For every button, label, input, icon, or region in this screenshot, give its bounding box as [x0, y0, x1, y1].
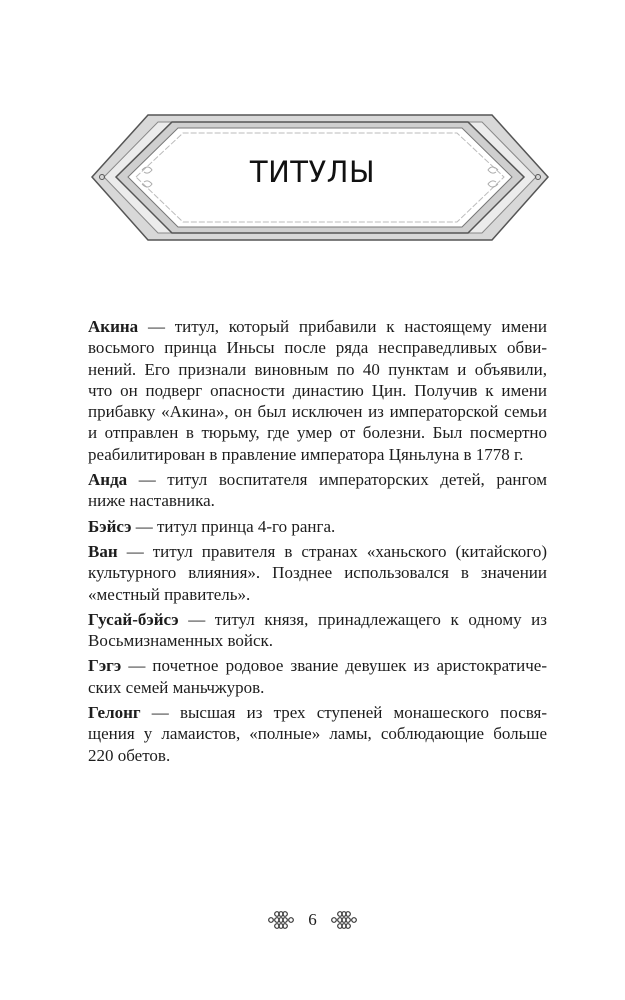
entry-term: Акина: [88, 317, 139, 336]
glossary: [88, 316, 547, 770]
entry-text: — почетное родовое звание девушек из аристократиче-: [121, 656, 547, 676]
entry-line: [88, 516, 547, 537]
glossary-entry: [88, 469, 547, 512]
entry-text: ниже наставника.: [88, 491, 215, 511]
endless-knot-icon: [268, 911, 294, 929]
page-footer: [0, 910, 625, 930]
glossary-entry: [88, 316, 547, 465]
entry-term: Бэйсэ: [88, 516, 132, 536]
entry-line: [88, 541, 547, 562]
entry-text: и отправлен в тюрьму, где умер от болезни. Был посмертно: [88, 423, 547, 443]
entry-line: [88, 380, 547, 401]
entry-term: Гэгэ: [88, 656, 122, 676]
entry-line: [88, 401, 547, 422]
entry-line: [88, 316, 547, 337]
entry-text: щения у ламаистов, «полные» ламы, соблюдающие больше: [88, 724, 547, 744]
entry-text: — титул принца 4-го ранга.: [131, 516, 336, 536]
entry-line: [88, 469, 547, 490]
entry-text: — титул, который прибавили к настоящему имени: [138, 317, 547, 336]
entry-text: — титул воспитателя императорских детей, рангом: [127, 470, 547, 490]
glossary-entry: [88, 655, 547, 698]
entry-text: прибавку «Акина», он был исключен из императорской семьи: [88, 402, 547, 422]
entry-text: «местный правитель».: [88, 584, 251, 604]
entry-term: Анда: [88, 470, 128, 490]
entry-line: [88, 655, 547, 676]
title-frame: [0, 0, 625, 260]
glossary-entry: [88, 516, 547, 537]
entry-term: Ван: [88, 541, 118, 561]
entry-text: реабилитирован в правление императора Цяньлуна в 1778 г.: [88, 444, 524, 464]
entry-text: культурного влияния». Позднее использовался в значении: [88, 563, 547, 583]
entry-line: [88, 422, 547, 443]
entry-line: [88, 723, 547, 744]
entry-line: [88, 337, 547, 358]
page-title: ТИТУЛЫ: [249, 155, 376, 189]
entry-line: [88, 630, 547, 651]
entry-text: — титул правителя в странах «ханьского (китайского): [117, 541, 547, 561]
entry-line: [88, 745, 547, 766]
entry-text: Восьмизнаменных войск.: [88, 631, 274, 651]
glossary-entry: [88, 541, 547, 605]
entry-line: [88, 702, 547, 723]
entry-term: Гусай-бэйсэ: [88, 609, 179, 629]
entry-line: [88, 490, 547, 511]
entry-line: [88, 609, 547, 630]
entry-text: нений. Его признали виновным по 40 пунктам и объявили,: [88, 359, 547, 379]
endless-knot-icon: [331, 911, 357, 929]
glossary-entry: [88, 609, 547, 652]
entry-line: [88, 677, 547, 698]
entry-line: [88, 584, 547, 605]
entry-text: что он подверг опасности династию Цин. Получив к имени: [88, 380, 547, 400]
entry-text: — титул князя, принадлежащего к одному из: [178, 609, 547, 629]
entry-line: [88, 359, 547, 380]
entry-text: восьмого принца Иньсы после ряда несправедливых обви-: [88, 338, 547, 358]
entry-line: [88, 444, 547, 465]
entry-term: Гелонг: [88, 703, 141, 723]
entry-line: [88, 562, 547, 583]
entry-text: ских семей маньчжуров.: [88, 677, 265, 697]
entry-text: — высшая из трех ступеней монашеского посвя-: [140, 703, 547, 723]
glossary-entry: [88, 702, 547, 766]
page-number: 6: [308, 910, 317, 929]
entry-text: 220 обетов.: [88, 745, 171, 765]
